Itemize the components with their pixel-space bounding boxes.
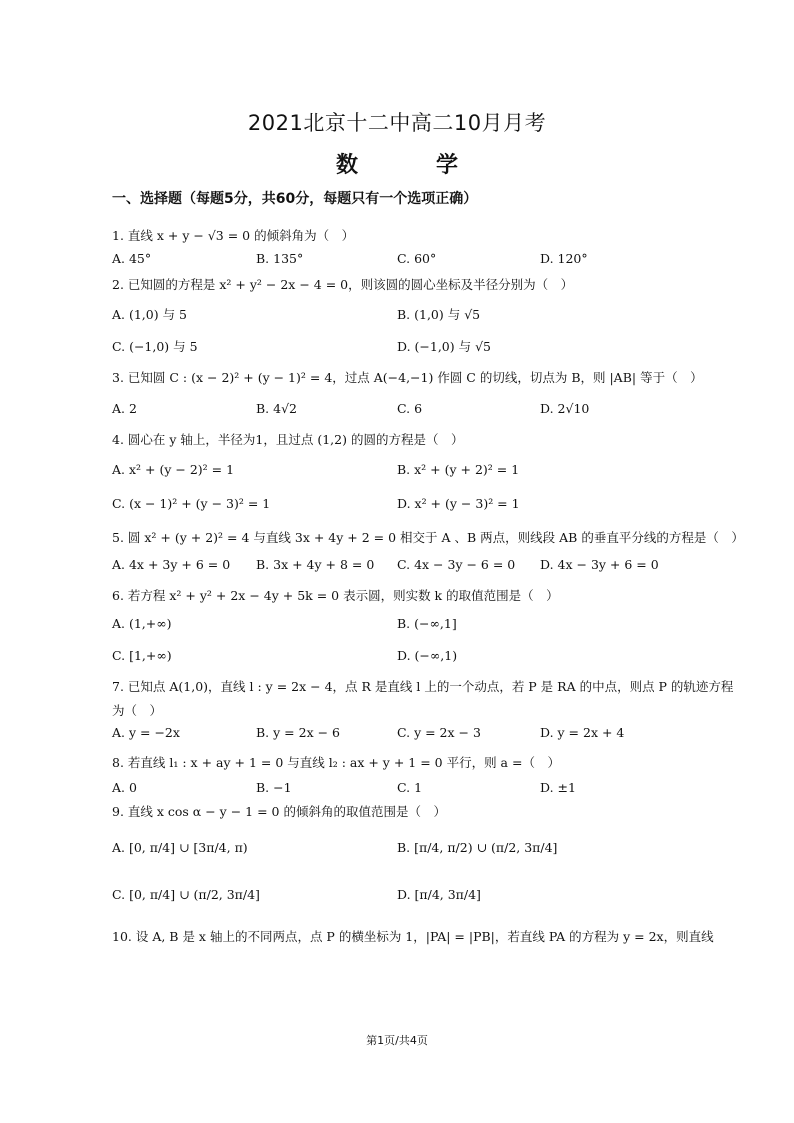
q2-option-d: D. (−1,0) 与 √5 — [397, 339, 491, 354]
q5-option-a: A. 4x + 3y + 6 = 0 — [112, 557, 231, 572]
q1-option-b: B. 135° — [256, 251, 304, 266]
q4-option-a: A. x² + (y − 2)² = 1 — [112, 462, 235, 477]
question-9-stem: 9. 直线 x cos α − y − 1 = 0 的倾斜角的取值范围是（ ） — [112, 804, 446, 819]
question-3-stem: 3. 已知圆 C : (x − 2)² + (y − 1)² = 4，过点 A(−4,−1) 作圆 C 的切线，切点为 B，则 |AB| 等于（ ） — [112, 370, 703, 385]
q9-option-b: B. [π/4, π/2) ∪ (π/2, 3π/4] — [397, 840, 558, 855]
q5-option-b: B. 3x + 4y + 8 = 0 — [256, 557, 375, 572]
q7-option-c: C. y = 2x − 3 — [397, 725, 481, 740]
q3-option-b: B. 4√2 — [256, 401, 298, 416]
question-7-stem: 7. 已知点 A(1,0)，直线 l : y = 2x − 4，点 R 是直线 l 上的一个动点，若 P 是 RA 的中点，则点 P 的轨迹方程 — [112, 679, 734, 694]
question-7-stem-cont: 为（ ） — [112, 703, 163, 718]
q7-option-b: B. y = 2x − 6 — [256, 725, 340, 740]
q6-option-b: B. (−∞,1] — [397, 616, 457, 631]
q9-option-c: C. [0, π/4] ∪ (π/2, 3π/4] — [112, 887, 260, 902]
q4-option-c: C. (x − 1)² + (y − 3)² = 1 — [112, 496, 271, 511]
q3-option-a: A. 2 — [112, 401, 137, 416]
q2-option-c: C. (−1,0) 与 5 — [112, 339, 198, 354]
q1-option-a: A. 45° — [112, 251, 152, 266]
q4-option-b: B. x² + (y + 2)² = 1 — [397, 462, 520, 477]
q7-option-a: A. y = −2x — [112, 725, 180, 740]
q6-option-d: D. (−∞,1) — [397, 648, 458, 663]
question-4-stem: 4. 圆心在 y 轴上，半径为1，且过点 (1,2) 的圆的方程是（ ） — [112, 432, 464, 447]
q7-option-d: D. y = 2x + 4 — [540, 725, 625, 740]
q6-option-a: A. (1,+∞) — [112, 616, 172, 631]
q8-option-a: A. 0 — [112, 780, 137, 795]
question-10-stem: 10. 设 A, B 是 x 轴上的不同两点，点 P 的横坐标为 1，|PA| = |PB|，若直线 PA 的方程为 y = 2x，则直线 — [112, 929, 714, 944]
q8-option-d: D. ±1 — [540, 780, 576, 795]
question-6-stem: 6. 若方程 x² + y² + 2x − 4y + 5k = 0 表示圆，则实数 k 的取值范围是（ ） — [112, 588, 559, 603]
q9-option-d: D. [π/4, 3π/4] — [397, 887, 481, 902]
q5-option-c: C. 4x − 3y − 6 = 0 — [397, 557, 516, 572]
question-5-stem: 5. 圆 x² + (y + 2)² = 4 与直线 3x + 4y + 2 = 0 相交于 A 、B 两点，则线段 AB 的垂直平分线的方程是（ ） — [112, 530, 744, 545]
q4-option-d: D. x² + (y − 3)² = 1 — [397, 496, 520, 511]
q1-option-d: D. 120° — [540, 251, 588, 266]
exam-title: 2021北京十二中高二10月月考 — [247, 111, 547, 135]
q9-option-a: A. [0, π/4] ∪ [3π/4, π) — [112, 840, 248, 855]
q2-option-a: A. (1,0) 与 5 — [112, 307, 188, 322]
q2-option-b: B. (1,0) 与 √5 — [397, 307, 481, 322]
q8-option-b: B. −1 — [256, 780, 292, 795]
section-heading: 一、选择题（每题5分，共60分，每题只有一个选项正确） — [112, 191, 478, 207]
question-8-stem: 8. 若直线 l₁ : x + ay + 1 = 0 与直线 l₂ : ax + y + 1 = 0 平行，则 a =（ ） — [112, 755, 560, 770]
q1-option-c: C. 60° — [397, 251, 437, 266]
question-2-stem: 2. 已知圆的方程是 x² + y² − 2x − 4 = 0，则该圆的圆心坐标及半径分别为（ ） — [112, 277, 574, 292]
q6-option-c: C. [1,+∞) — [112, 648, 172, 663]
q8-option-c: C. 1 — [397, 780, 423, 795]
q3-option-c: C. 6 — [397, 401, 423, 416]
question-1-stem: 1. 直线 x + y − √3 = 0 的倾斜角为（ ） — [112, 228, 355, 243]
q3-option-d: D. 2√10 — [540, 401, 590, 416]
q5-option-d: D. 4x − 3y + 6 = 0 — [540, 557, 659, 572]
subject-title: 数 学 — [335, 153, 486, 178]
page-number: 第1页/共4页 — [366, 1034, 428, 1047]
